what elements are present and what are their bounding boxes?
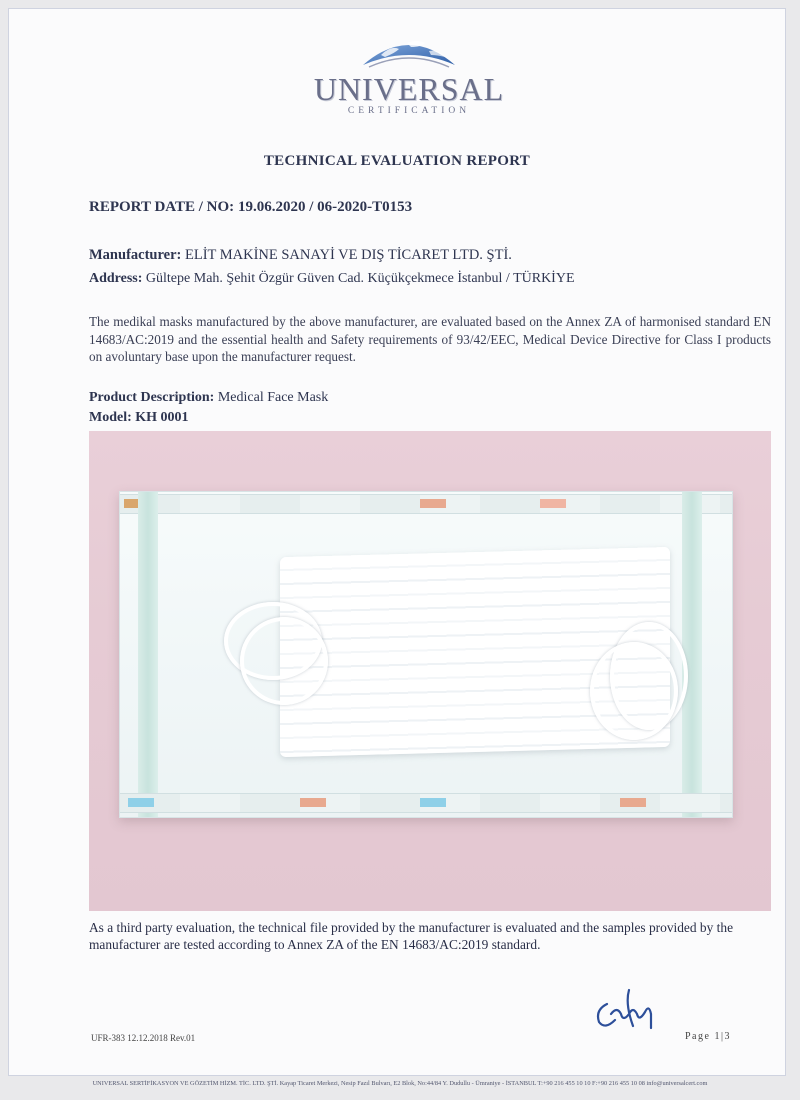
product-photo	[89, 431, 771, 911]
certificate-page	[8, 8, 786, 1076]
package-seal-top	[120, 494, 732, 514]
report-label: REPORT DATE / NO:	[89, 199, 235, 215]
page-number: Page 1|3	[685, 1031, 731, 1042]
report-date-number	[89, 199, 412, 216]
product-description-line	[89, 390, 328, 406]
company-footer: UNIVERSAL SERTİFİKASYON VE GÖZETİM HİZM. TİC. LTD. ŞTİ. Kayap Ticaret Merkezi, Nesip Fazıl Bulvarı, E2 Blok, No:44/84 Y. Dudullu - Ümraniye - İSTANBUL T:+90 216 455 10 10 F:+90 216 455 10 08 info@universalcert.com	[92, 1080, 708, 1087]
report-value: 19.06.2020 / 06-2020-T0153	[237, 199, 413, 215]
report-title: TECHNICAL EVALUATION REPORT	[263, 153, 531, 169]
model-label: Model:	[89, 410, 132, 425]
mask-package	[119, 491, 733, 818]
model-line	[89, 410, 189, 426]
ear-loop-left-2	[240, 617, 328, 705]
manufacturer-label: Manufacturer:	[89, 247, 182, 263]
address-value: Gültepe Mah. Şehit Özgür Güven Cad. Küçükçekmece İstanbul / TÜRKİYE	[145, 271, 575, 286]
globe-logo-icon	[355, 31, 463, 71]
conclusion-paragraph: As a third party evaluation, the technical file provided by the manufacturer is evaluated and the samples provided by the manufacturer are tested according to Annex ZA of the EN 14683/AC:2019 standard.	[89, 920, 734, 952]
address-label: Address:	[89, 271, 143, 286]
brand-name: UNIVERSAL	[313, 71, 505, 107]
universal-certification-logo	[309, 31, 509, 123]
model-value: KH 0001	[135, 410, 189, 425]
manufacturer-value: ELİT MAKİNE SANAYİ VE DIŞ TİCARET LTD. ŞTİ.	[184, 247, 512, 263]
signature-icon	[589, 984, 669, 1034]
form-code: UFR-383 12.12.2018 Rev.01	[91, 1033, 196, 1043]
product-label: Product Description:	[89, 390, 215, 405]
evaluation-paragraph: The medikal masks manufactured by the above manufacturer, are evaluated based on the Annex ZA of harmonised standard EN 14683/AC:2019 and the essential health and Safety requirements of 93/42/EEC, Medical Device Directive for Class I products on avoluntary base upon the manufacturer request.	[89, 314, 771, 364]
package-seal-bottom	[120, 793, 732, 813]
product-value: Medical Face Mask	[217, 390, 329, 405]
brand-subtitle: CERTIFICATION	[347, 106, 471, 116]
manufacturer-line	[89, 247, 512, 264]
ear-loop-right-2	[590, 642, 678, 740]
address-line	[89, 271, 575, 287]
package-seal-left	[138, 492, 158, 817]
signature	[589, 984, 669, 1039]
